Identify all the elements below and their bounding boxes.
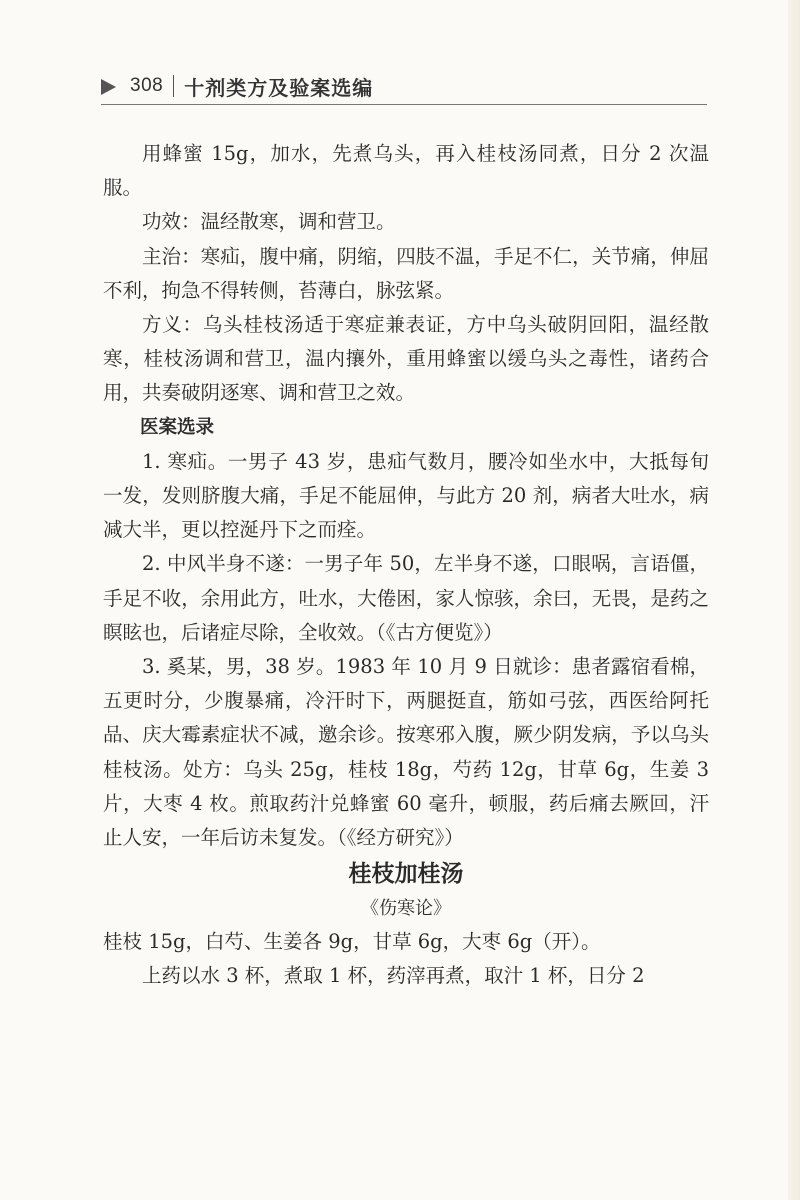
formula-meaning-paragraph: 方义：乌头桂枝汤适于寒症兼表证，方中乌头破阴回阳，温经散寒，桂枝汤调和营卫，温内攘外，重用蜂蜜以缓乌头之毒性，诸药合用，共奏破阴逐寒、调和营卫之效。: [103, 313, 709, 405]
formula-source: 《伤寒论》: [361, 898, 451, 920]
page-body: [103, 137, 709, 994]
triangle-arrow-icon: [101, 79, 116, 95]
case-item: 2. 中风半身不遂：一男子年 50，左半身不遂，口眼㖞，言语僵，手足不收，余用此方，吐水，大倦困，家人惊骇，余曰，无畏，是药之瞑眩也，后诸症尽除，全收效。（《古方便览》）: [103, 552, 709, 644]
running-header: [101, 68, 707, 105]
page-number: 308: [130, 75, 164, 96]
case-item: 1. 寒疝。一男子 43 岁，患疝气数月，腰冷如坐水中，大抵每旬一发，发则脐腹大痛，手足不能屈伸，与此方 20 剂，病者大吐水，病减大半，更以控涎丹下之而痊。: [103, 449, 709, 542]
usage-continuation: 用蜂蜜 15g，加水，先煮乌头，再入桂枝汤同煮，日分 2 次温服。: [103, 142, 709, 200]
cases-heading: 医案选录: [140, 416, 215, 438]
formula-usage: 上药以水 3 杯，煮取 1 杯，药滓再煮，取汁 1 杯，日分 2: [142, 964, 645, 988]
efficacy-paragraph: 功效：温经散寒，调和营卫。: [142, 210, 396, 234]
formula-ingredients: 桂枝 15g，白芍、生姜各 9g，甘草 6g，大枣 6g（开）。: [103, 930, 601, 954]
case-item: 3. 奚某，男，38 岁。1983 年 10 月 9 日就诊：患者露宿看棉，五更时分，少腹暴痛，冷汗时下，两腿挺直，筋如弓弦，西医给阿托品、庆大霉素症状不减，邀余诊。按寒邪入腹，厥少阴发病，予以乌头桂枝汤。处方：乌头 25g，桂枝 18g，芍药 12g，甘草 6g，生姜 3 片，大枣 4 枚。煎取药汁兑蜂蜜 60 毫升，顿服，药后痛去厥回，汗止人安，一年后访未复发。（《经方研究》）: [103, 655, 709, 850]
book-title: 十剂类方及验案选编: [184, 75, 374, 100]
header-divider: [173, 75, 174, 97]
indications-paragraph: 主治：寒疝，腹中痛，阴缩，四肢不温，手足不仁，关节痛，伸屈不利，拘急不得转侧，苔薄白，脉弦紧。: [103, 244, 709, 302]
page-edge-shadow: [788, 0, 800, 1200]
formula-title: 桂枝加桂汤: [348, 861, 464, 888]
